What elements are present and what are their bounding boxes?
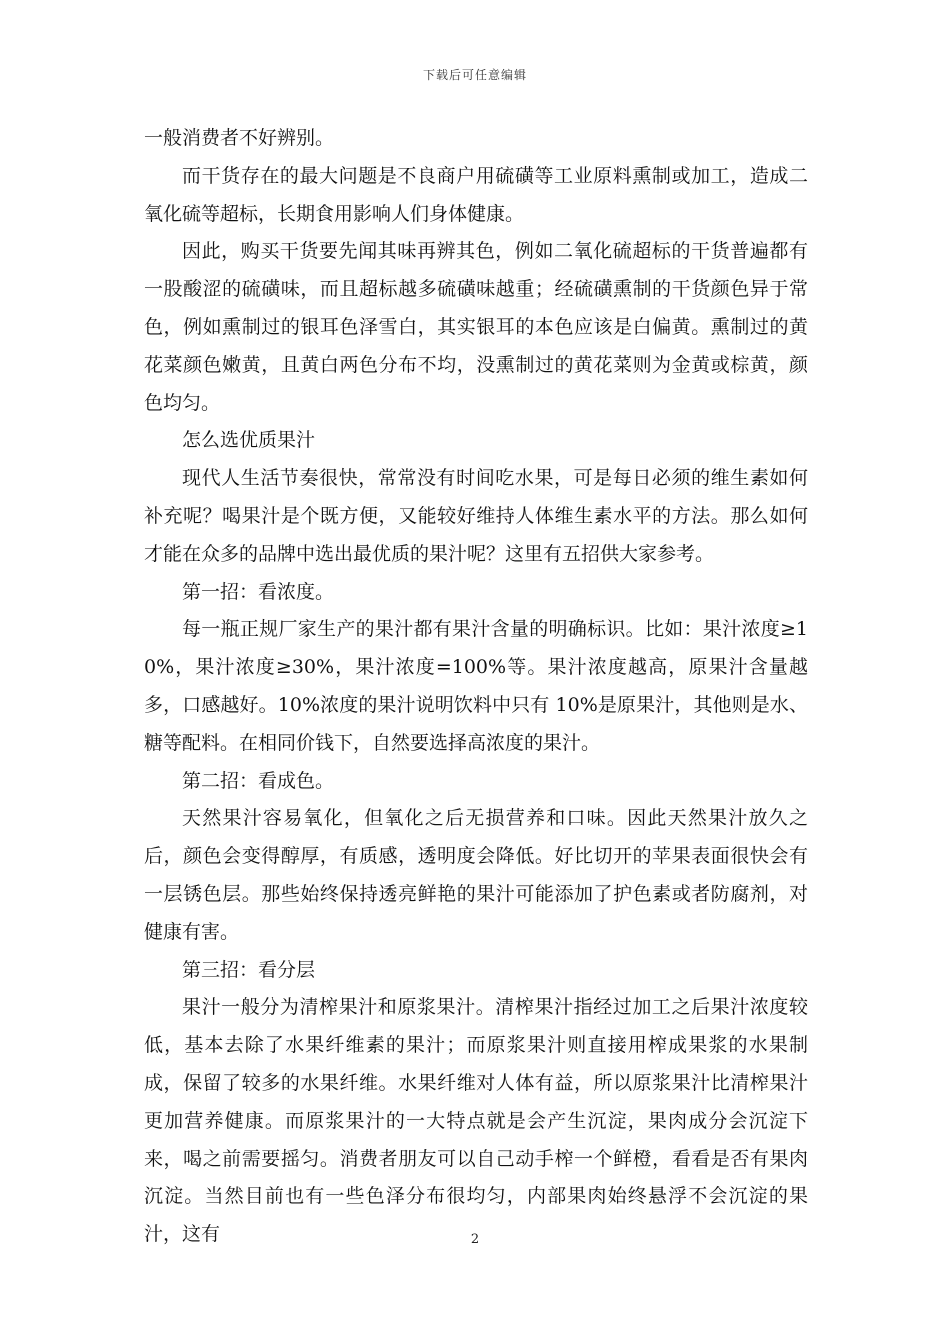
page-header: 下载后可任意编辑 bbox=[422, 68, 527, 82]
paragraph: 天然果汁容易氧化，但氧化之后无损营养和口味。因此天然果汁放久之后，颜色会变得醇厚，有质感，透明度会降低。好比切开的苹果表面很快会有一层锈色层。那些始终保持透亮鲜艳的果汁可能添加了护色素或者防腐剂，对健康有害。 bbox=[144, 807, 808, 943]
page-number: 2 bbox=[470, 1232, 480, 1247]
subsection-heading: 第一招：看浓度。 bbox=[182, 580, 335, 603]
paragraph: 而干货存在的最大问题是不良商户用硫磺等工业原料熏制或加工，造成二氧化硫等超标，长期食用影响人们身体健康。 bbox=[144, 164, 808, 225]
document-body bbox=[144, 120, 808, 1254]
paragraph: 现代人生活节奏很快，常常没有时间吃水果，可是每日必须的维生素如何补充呢？喝果汁是个既方便，又能较好维持人体维生素水平的方法。那么如何才能在众多的品牌中选出最优质的果汁呢？这里有五招供大家参考。 bbox=[144, 467, 808, 565]
paragraph: 果汁一般分为清榨果汁和原浆果汁。清榨果汁指经过加工之后果汁浓度较低，基本去除了水果纤维素的果汁；而原浆果汁则直接用榨成果浆的水果制成，保留了较多的水果纤维。水果纤维对人体有益，所以原浆果汁比清榨果汁更加营养健康。而原浆果汁的一大特点就是会产生沉淀，果肉成分会沉淀下来，喝之前需要摇匀。消费者朋友可以自己动手榨一个鲜橙，看看是否有果肉沉淀。当然目前也有一些色泽分布很均匀，内部果肉始终悬浮不会沉淀的果汁，这有 bbox=[144, 996, 808, 1246]
section-heading: 怎么选优质果汁 bbox=[182, 429, 316, 452]
paragraph: 因此，购买干货要先闻其味再辨其色，例如二氧化硫超标的干货普遍都有一股酸涩的硫磺味，而且超标越多硫磺味越重；经硫磺熏制的干货颜色异于常色，例如熏制过的银耳色泽雪白，其实银耳的本色应该是白偏黄。熏制过的黄花菜颜色嫩黄，且黄白两色分布不均，没熏制过的黄花菜则为金黄或棕黄，颜色均匀。 bbox=[144, 240, 808, 414]
paragraph: 一般消费者不好辨别。 bbox=[144, 127, 335, 149]
subsection-heading: 第二招：看成色。 bbox=[182, 769, 335, 792]
subsection-heading: 第三招：看分层 bbox=[182, 958, 316, 981]
paragraph: 每一瓶正规厂家生产的果汁都有果汁含量的明确标识。比如：果汁浓度≥10%，果汁浓度≥30%，果汁浓度=100%等。果汁浓度越高，原果汁含量越多，口感越好。10%浓度的果汁说明饮料中只有 10%是原果汁，其他则是水、糖等配料。在相同价钱下，自然要选择高浓度的果汁。 bbox=[144, 618, 808, 754]
